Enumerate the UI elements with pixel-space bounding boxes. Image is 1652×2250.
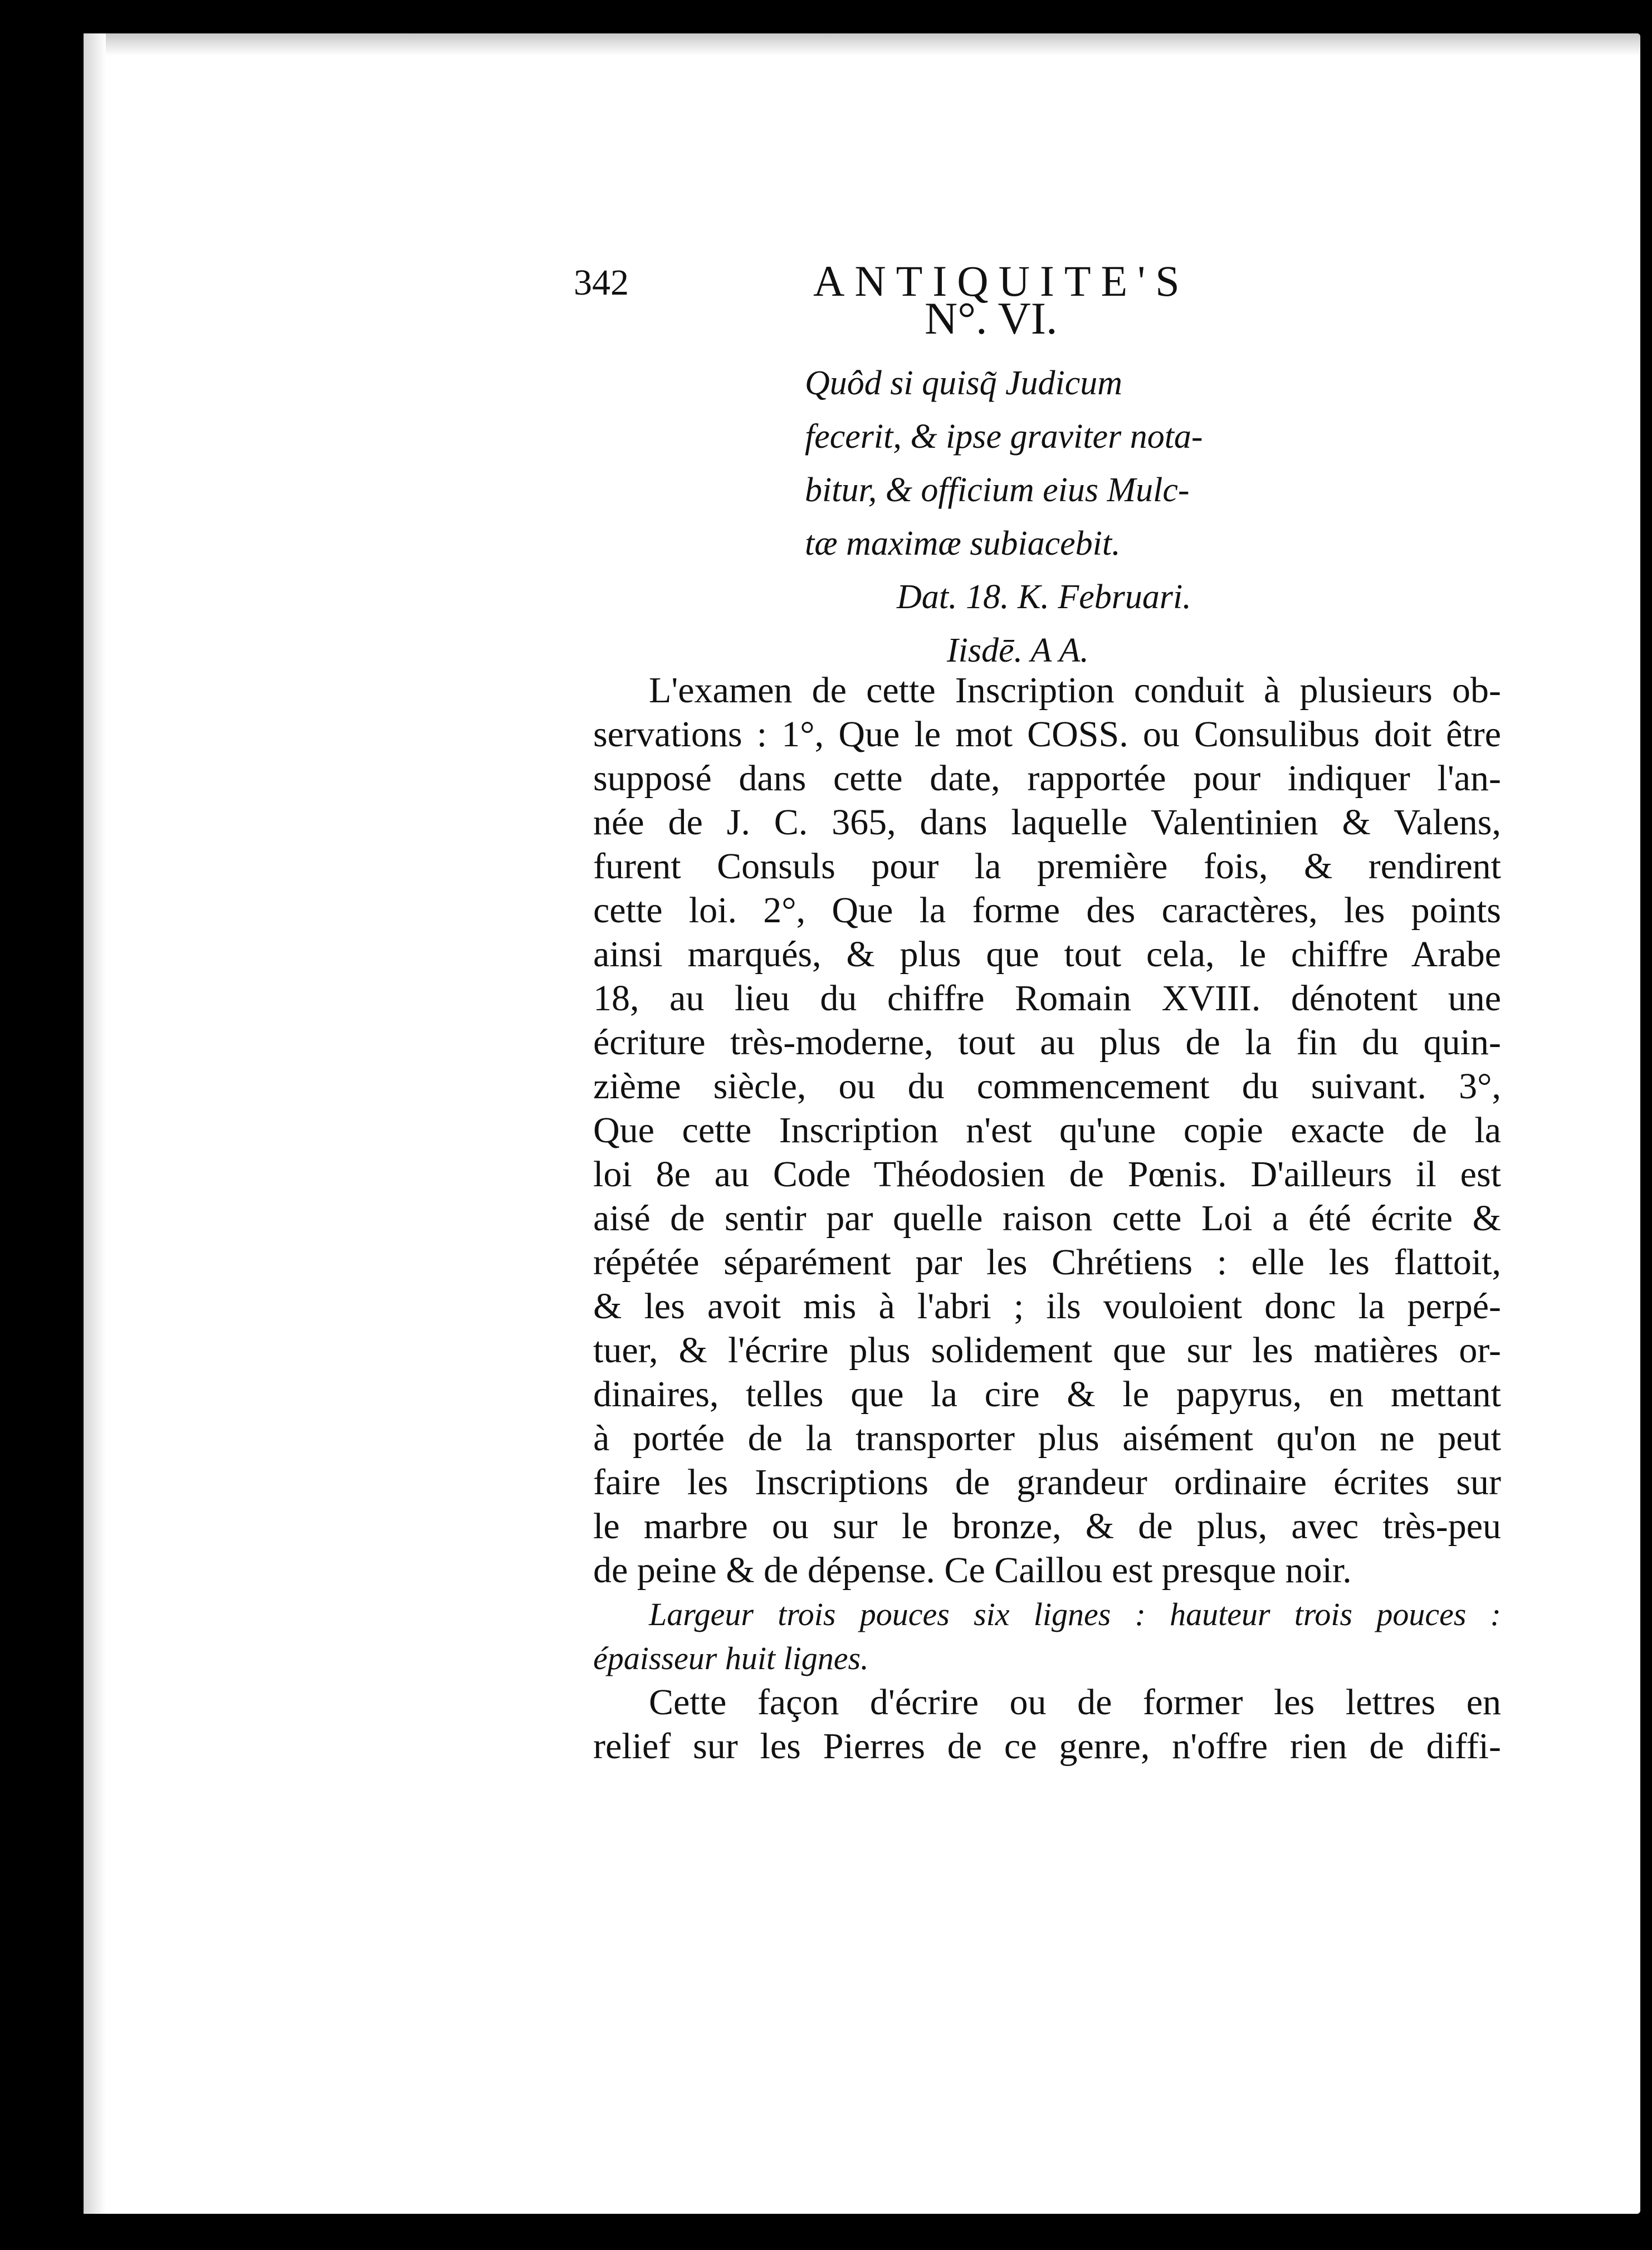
text-line: furent Consuls pour la première fois, & rendirent — [593, 846, 1501, 887]
caption-line: Largeur trois pouces six lignes : hauteur trois pouces : — [649, 1596, 1501, 1632]
text-line: 18, au lieu du chiffre Romain XVIII. dénotent une — [593, 978, 1501, 1019]
text-line: née de J. C. 365, dans laquelle Valentinien & Valens, — [593, 802, 1501, 843]
text-line: relief sur les Pierres de ce genre, n'offre rien de diffi- — [593, 1726, 1501, 1767]
text-line: loi 8e au Code Théodosien de Pœnis. D'ailleurs il est — [593, 1154, 1501, 1195]
text-line: ainsi marqués, & plus que tout cela, le chiffre Arabe — [593, 934, 1501, 975]
body-text — [593, 668, 1501, 1768]
paragraph-1 — [593, 668, 1501, 1592]
inscription-line: Quôd si quisq̃ Judicum — [805, 364, 1123, 402]
text-line: Cette façon d'écrire ou de former les lettres en — [649, 1682, 1501, 1723]
page-number: 342 — [574, 262, 629, 303]
text-line: faire les Inscriptions de grandeur ordinaire écrites sur — [593, 1462, 1501, 1503]
text-line: dinaires, telles que la cire & le papyrus, en mettant — [593, 1374, 1501, 1415]
text-line: écriture très-moderne, tout au plus de la fin du quin- — [593, 1022, 1501, 1063]
running-title: ANTIQUITE'S — [813, 257, 1190, 305]
inscription-line: tæ maximæ subiacebit. — [805, 525, 1121, 562]
text-line: supposé dans cette date, rapportée pour indiquer l'an- — [593, 758, 1501, 799]
caption-line: épaisseur huit lignes. — [593, 1640, 869, 1676]
section-number: N°. VI. — [925, 293, 1058, 344]
text-line: de peine & de dépense. Ce Caillou est presque noir. — [593, 1550, 1352, 1591]
text-line: le marbre ou sur le bronze, & de plus, avec très-peu — [593, 1506, 1501, 1547]
inscription-line: bitur, & officium eius Mulc- — [805, 471, 1190, 509]
paragraph-2 — [593, 1680, 1501, 1768]
text-line: & les avoit mis à l'abri ; ils vouloient donc la perpé- — [593, 1286, 1501, 1327]
text-line: servations : 1°, Que le mot COSS. ou Consulibus doit être — [593, 714, 1501, 755]
text-line: L'examen de cette Inscription conduit à plusieurs ob- — [649, 670, 1501, 711]
text-line: cette loi. 2°, Que la forme des caractères, les points — [593, 890, 1501, 931]
inscription-line: Iisdē. A A. — [947, 632, 1089, 669]
inscription-line: Dat. 18. K. Februari. — [897, 578, 1191, 616]
text-line: zième siècle, ou du commencement du suivant. 3°, — [593, 1066, 1501, 1107]
text-line: répétée séparément par les Chrétiens : elle les flattoit, — [593, 1242, 1501, 1283]
text-line: tuer, & l'écrire plus solidement que sur les matières or- — [593, 1330, 1501, 1371]
dimensions-caption — [593, 1592, 1501, 1680]
inscription-line: fecerit, & ipse graviter nota- — [805, 418, 1203, 456]
text-line: aisé de sentir par quelle raison cette Loi a été écrite & — [593, 1198, 1501, 1239]
inscription-text — [805, 356, 1340, 677]
text-line: à portée de la transporter plus aisément qu'on ne peut — [593, 1418, 1501, 1459]
text-line: Que cette Inscription n'est qu'une copie exacte de la — [593, 1110, 1501, 1151]
